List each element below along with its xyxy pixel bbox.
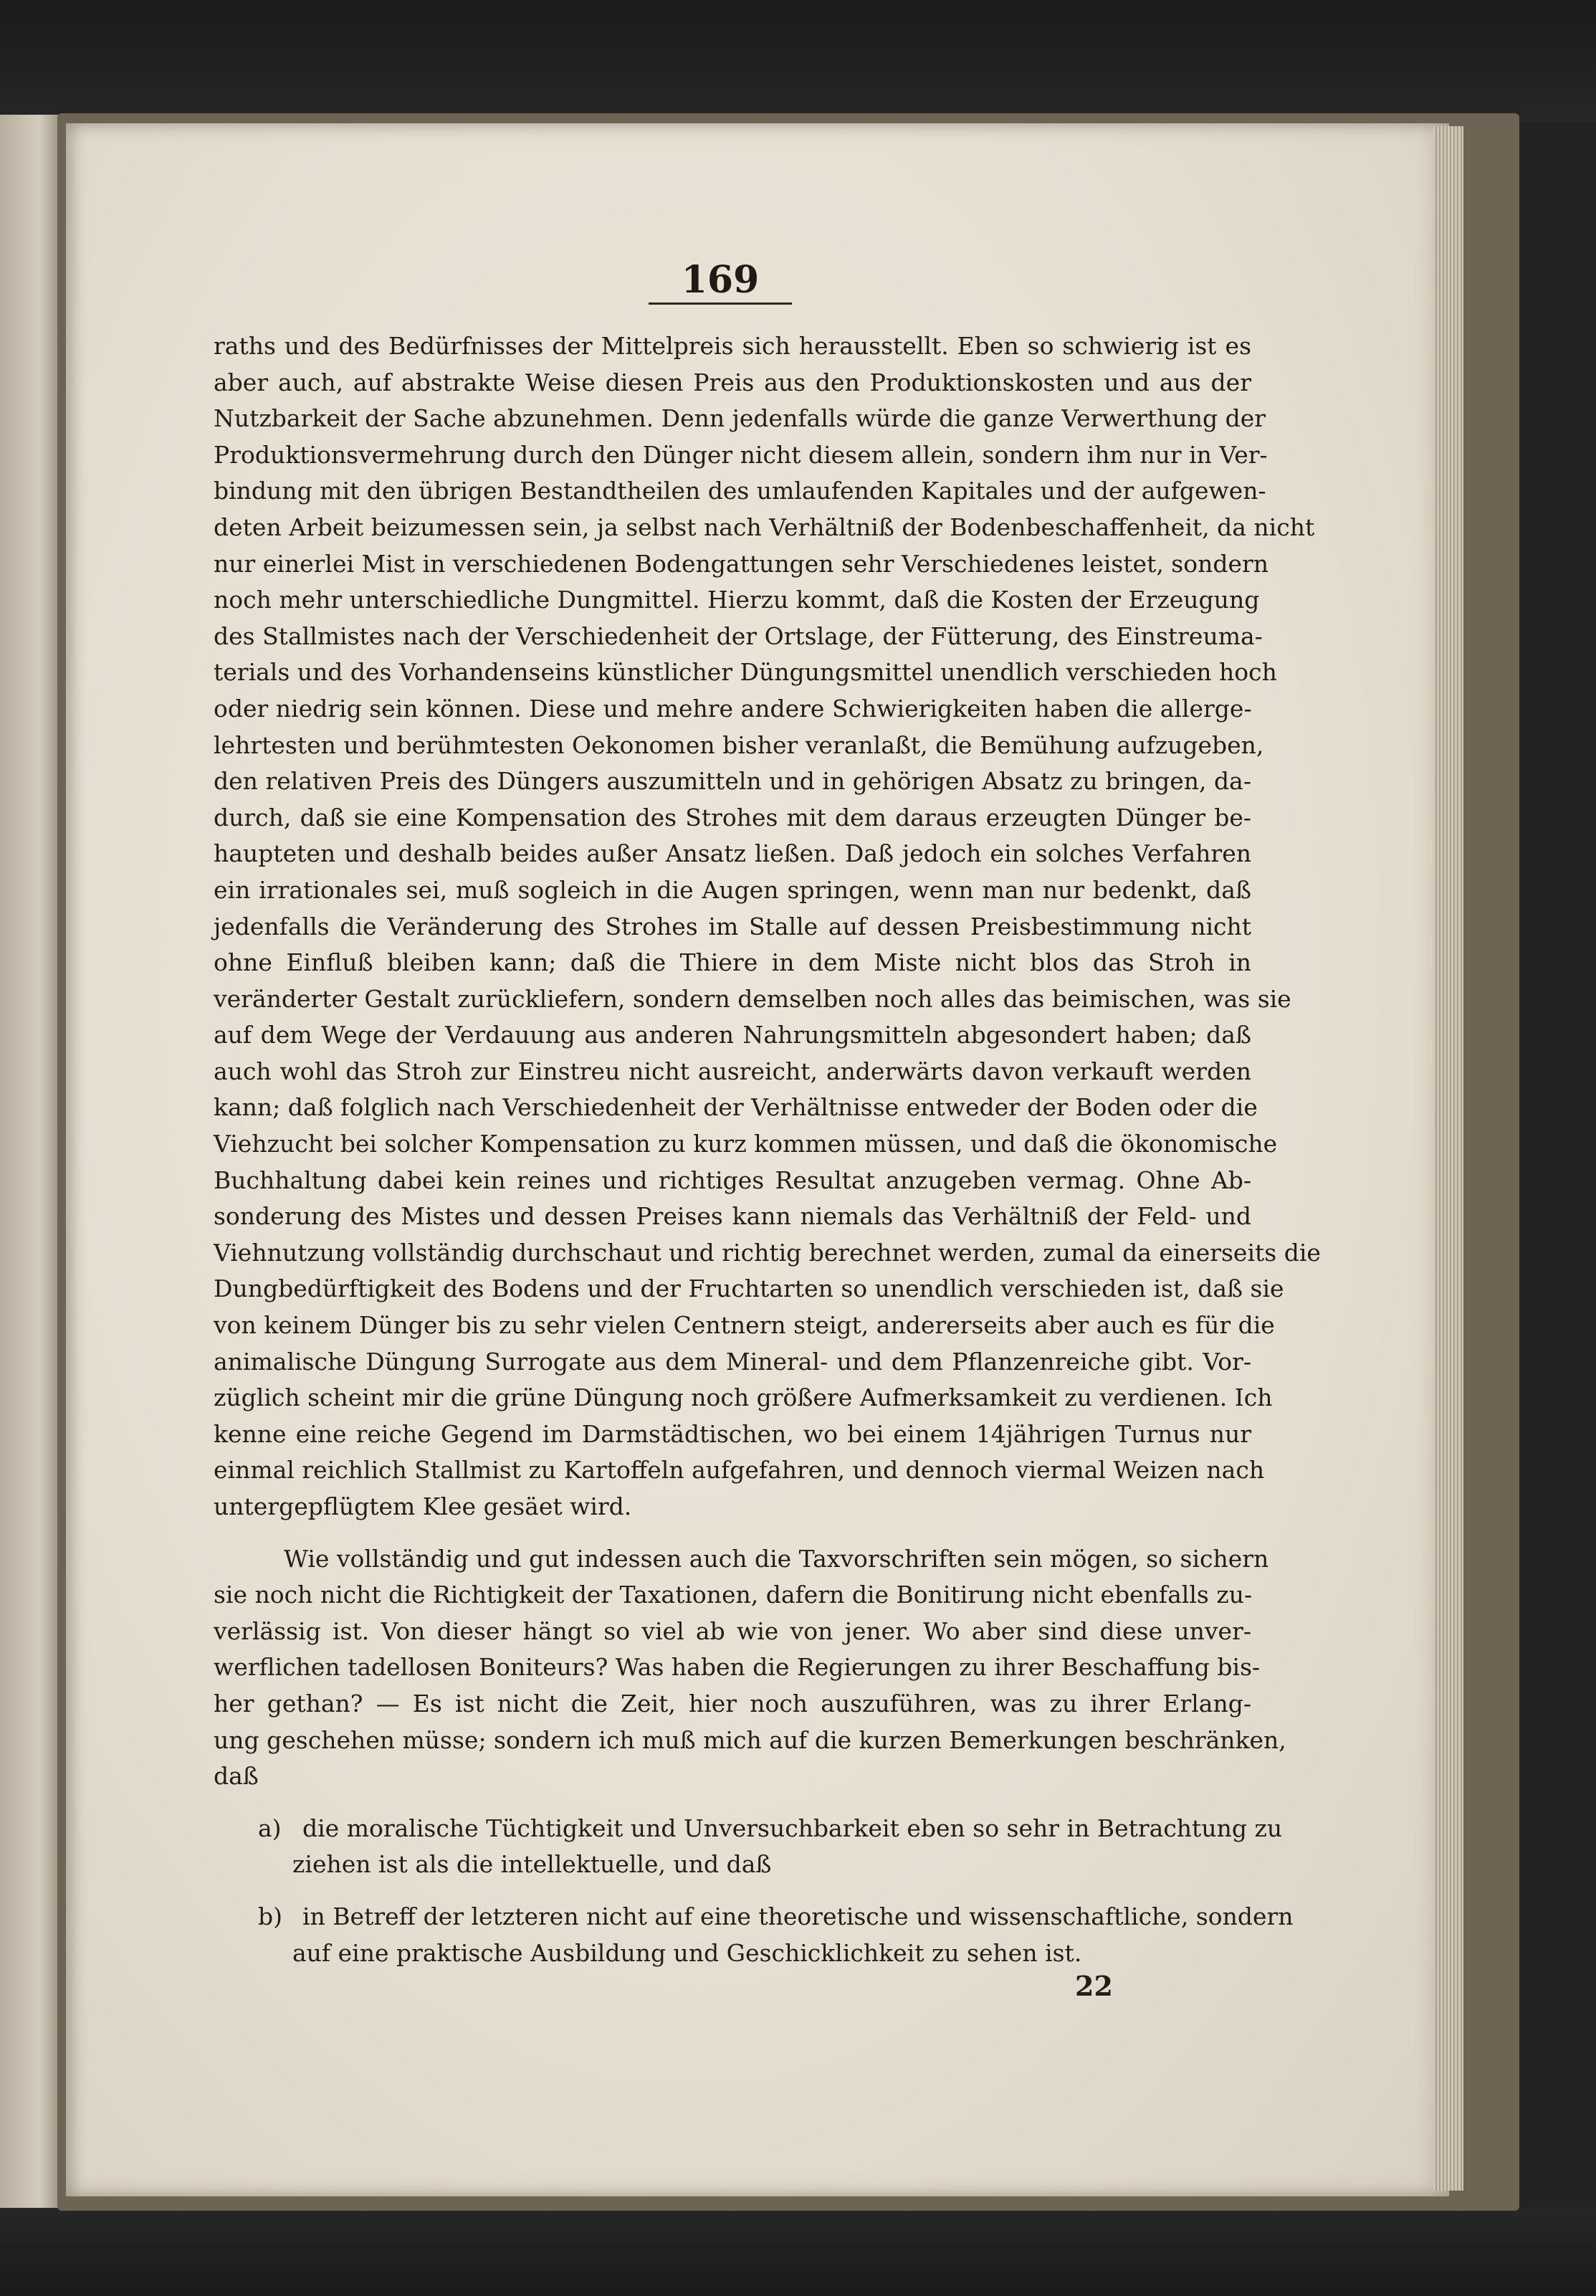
list-item-text: in Betreff der letzteren nicht auf eine theoretische und wissenschaftliche, sondern: [302, 1902, 1294, 1930]
text-line: Viehnutzung vollständig durchschaut und richtig berechnet werden, zumal da einerseits die: [214, 1238, 1321, 1267]
text-line: [258, 1899, 1294, 1935]
list-item-a: [214, 1811, 1283, 1883]
list-item-text: die moralische Tüchtigkeit und Unversuchbarkeit eben so sehr in Betrachtung zu: [302, 1814, 1283, 1842]
page-number-rule: [649, 303, 792, 305]
text-line: daß: [214, 1762, 259, 1791]
paragraph-2: [214, 1541, 1286, 1795]
text-line: ziehen ist als die intellektuelle, und daß: [292, 1850, 772, 1879]
text-line: Viehzucht bei solcher Kompensation zu kurz kommen müssen, und daß die ökonomische: [214, 1130, 1278, 1158]
text-line: einmal reichlich Stallmist zu Kartoffeln aufgefahren, und dennoch viermal Weizen nach: [214, 1456, 1265, 1485]
text-line: auf eine praktische Ausbildung und Geschicklichkeit zu sehen ist.: [292, 1938, 1082, 1967]
text-line: her gethan? — Es ist nicht die Zeit, hier noch auszuführen, was zu ihrer Erlang-: [214, 1689, 1251, 1718]
scan-background-bottom: [0, 2208, 1596, 2296]
text-line: animalische Düngung Surrogate aus dem Mineral- und dem Pflanzenreiche gibt. Vor-: [214, 1347, 1251, 1376]
text-line: durch, daß sie eine Kompensation des Strohes mit dem daraus erzeugten Dünger be-: [214, 803, 1251, 832]
page-body: [214, 328, 1321, 1971]
text-line: oder niedrig sein können. Diese und mehre andere Schwierigkeiten haben die allerge-: [214, 694, 1252, 723]
text-line: werflichen tadellosen Boniteurs? Was haben die Regierungen zu ihrer Beschaffung bis-: [214, 1653, 1261, 1682]
item-gap: [214, 1883, 1251, 1899]
text-line: auch wohl das Stroh zur Einstreu nicht ausreicht, anderwärts davon verkauft werden: [214, 1057, 1251, 1085]
list-item-label: a): [258, 1814, 282, 1842]
text-line: von keinem Dünger bis zu sehr vielen Centnern steigt, andererseits aber auch es für die: [214, 1311, 1275, 1340]
text-line: [258, 1811, 1283, 1847]
text-line: kann; daß folglich nach Verschiedenheit der Verhältnisse entweder der Boden oder die: [214, 1093, 1258, 1122]
text-line: ung geschehen müsse; sondern ich muß mich auf die kurzen Bemerkungen beschränken,: [214, 1725, 1286, 1754]
text-line: haupteten und deshalb beides außer Ansatz ließen. Daß jedoch ein solches Verfahren: [214, 839, 1251, 868]
text-line: ohne Einfluß bleiben kann; daß die Thiere in dem Miste nicht blos das Stroh in: [214, 948, 1251, 977]
text-line: auf dem Wege der Verdauung aus anderen Nahrungsmitteln abgesondert haben; daß: [214, 1021, 1251, 1049]
text-line: raths und des Bedürfnisses der Mittelpreis sich herausstellt. Eben so schwierig ist es: [214, 332, 1251, 360]
text-line: des Stallmistes nach der Verschiedenheit der Ortslage, der Fütterung, des Einstreuma-: [214, 621, 1263, 650]
text-line: kenne eine reiche Gegend im Darmstädtischen, wo bei einem 14jährigen Turnus nur: [214, 1419, 1251, 1448]
text-line: Buchhaltung dabei kein reines und richtiges Resultat anzugeben vermag. Ohne Ab-: [214, 1166, 1251, 1194]
text-line: Nutzbarkeit der Sache abzunehmen. Denn jedenfalls würde die ganze Verwerthung der: [214, 404, 1266, 433]
text-line: nur einerlei Mist in verschiedenen Bodengattungen sehr Verschiedenes leistet, sondern: [214, 549, 1269, 578]
page-number: 169: [681, 258, 760, 302]
text-line: Dungbedürftigkeit des Bodens und der Fruchtarten so unendlich verschieden ist, daß sie: [214, 1275, 1284, 1303]
page-edges: [1433, 126, 1463, 2191]
text-line: terials und des Vorhandenseins künstlicher Düngungsmittel unendlich verschieden hoch: [214, 658, 1277, 687]
text-line: sie noch nicht die Richtigkeit der Taxationen, dafern die Bonitirung nicht ebenfalls zu-: [214, 1581, 1253, 1609]
text-line: lehrtesten und berühmtesten Oekonomen bisher veranlaßt, die Bemühung aufzugeben,: [214, 730, 1264, 759]
paragraph-gap: [214, 1795, 1251, 1811]
scan-background-top: [0, 0, 1596, 122]
text-line: sonderung des Mistes und dessen Preises kann niemals das Verhältniß der Feld- und: [214, 1202, 1251, 1231]
left-page-edge: [0, 115, 66, 2208]
paragraph-1: [214, 328, 1321, 1525]
list-item-label: b): [258, 1902, 282, 1930]
text-line: aber auch, auf abstrakte Weise diesen Preis aus den Produktionskosten und aus der: [214, 368, 1251, 396]
paragraph-gap: [214, 1525, 1251, 1541]
signature-mark: 22: [1075, 1970, 1113, 2002]
text-line: den relativen Preis des Düngers auszumitteln und in gehörigen Absatz zu bringen, da-: [214, 767, 1251, 796]
text-line: züglich scheint mir die grüne Düngung noch größere Aufmerksamkeit zu verdienen. Ich: [214, 1383, 1273, 1412]
text-line: deten Arbeit beizumessen sein, ja selbst nach Verhältniß der Bodenbeschaffenheit, da nicht: [214, 513, 1315, 541]
text-line: verlässig ist. Von dieser hängt so viel ab wie von jener. Wo aber sind diese unver-: [214, 1616, 1251, 1645]
text-line: Produktionsvermehrung durch den Dünger nicht diesem allein, sondern ihm nur in Ver-: [214, 440, 1268, 469]
text-line: Wie vollständig und gut indessen auch die Taxvorschriften sein mögen, so sichern: [284, 1544, 1269, 1573]
text-line: jedenfalls die Veränderung des Strohes im Stalle auf dessen Preisbestimmung nicht: [214, 912, 1251, 940]
text-line: untergepflügtem Klee gesäet wird.: [214, 1492, 632, 1520]
text-line: bindung mit den übrigen Bestandtheilen des umlaufenden Kapitales und der aufgewen-: [214, 477, 1266, 505]
text-line: ein irrationales sei, muß sogleich in die Augen springen, wenn man nur bedenkt, daß: [214, 875, 1251, 904]
text-line: noch mehr unterschiedliche Dungmittel. Hierzu kommt, daß die Kosten der Erzeugung: [214, 586, 1260, 614]
list-item-b: [214, 1899, 1294, 1971]
text-line: veränderter Gestalt zurückliefern, sondern demselben noch alles das beimischen, was sie: [214, 984, 1291, 1013]
